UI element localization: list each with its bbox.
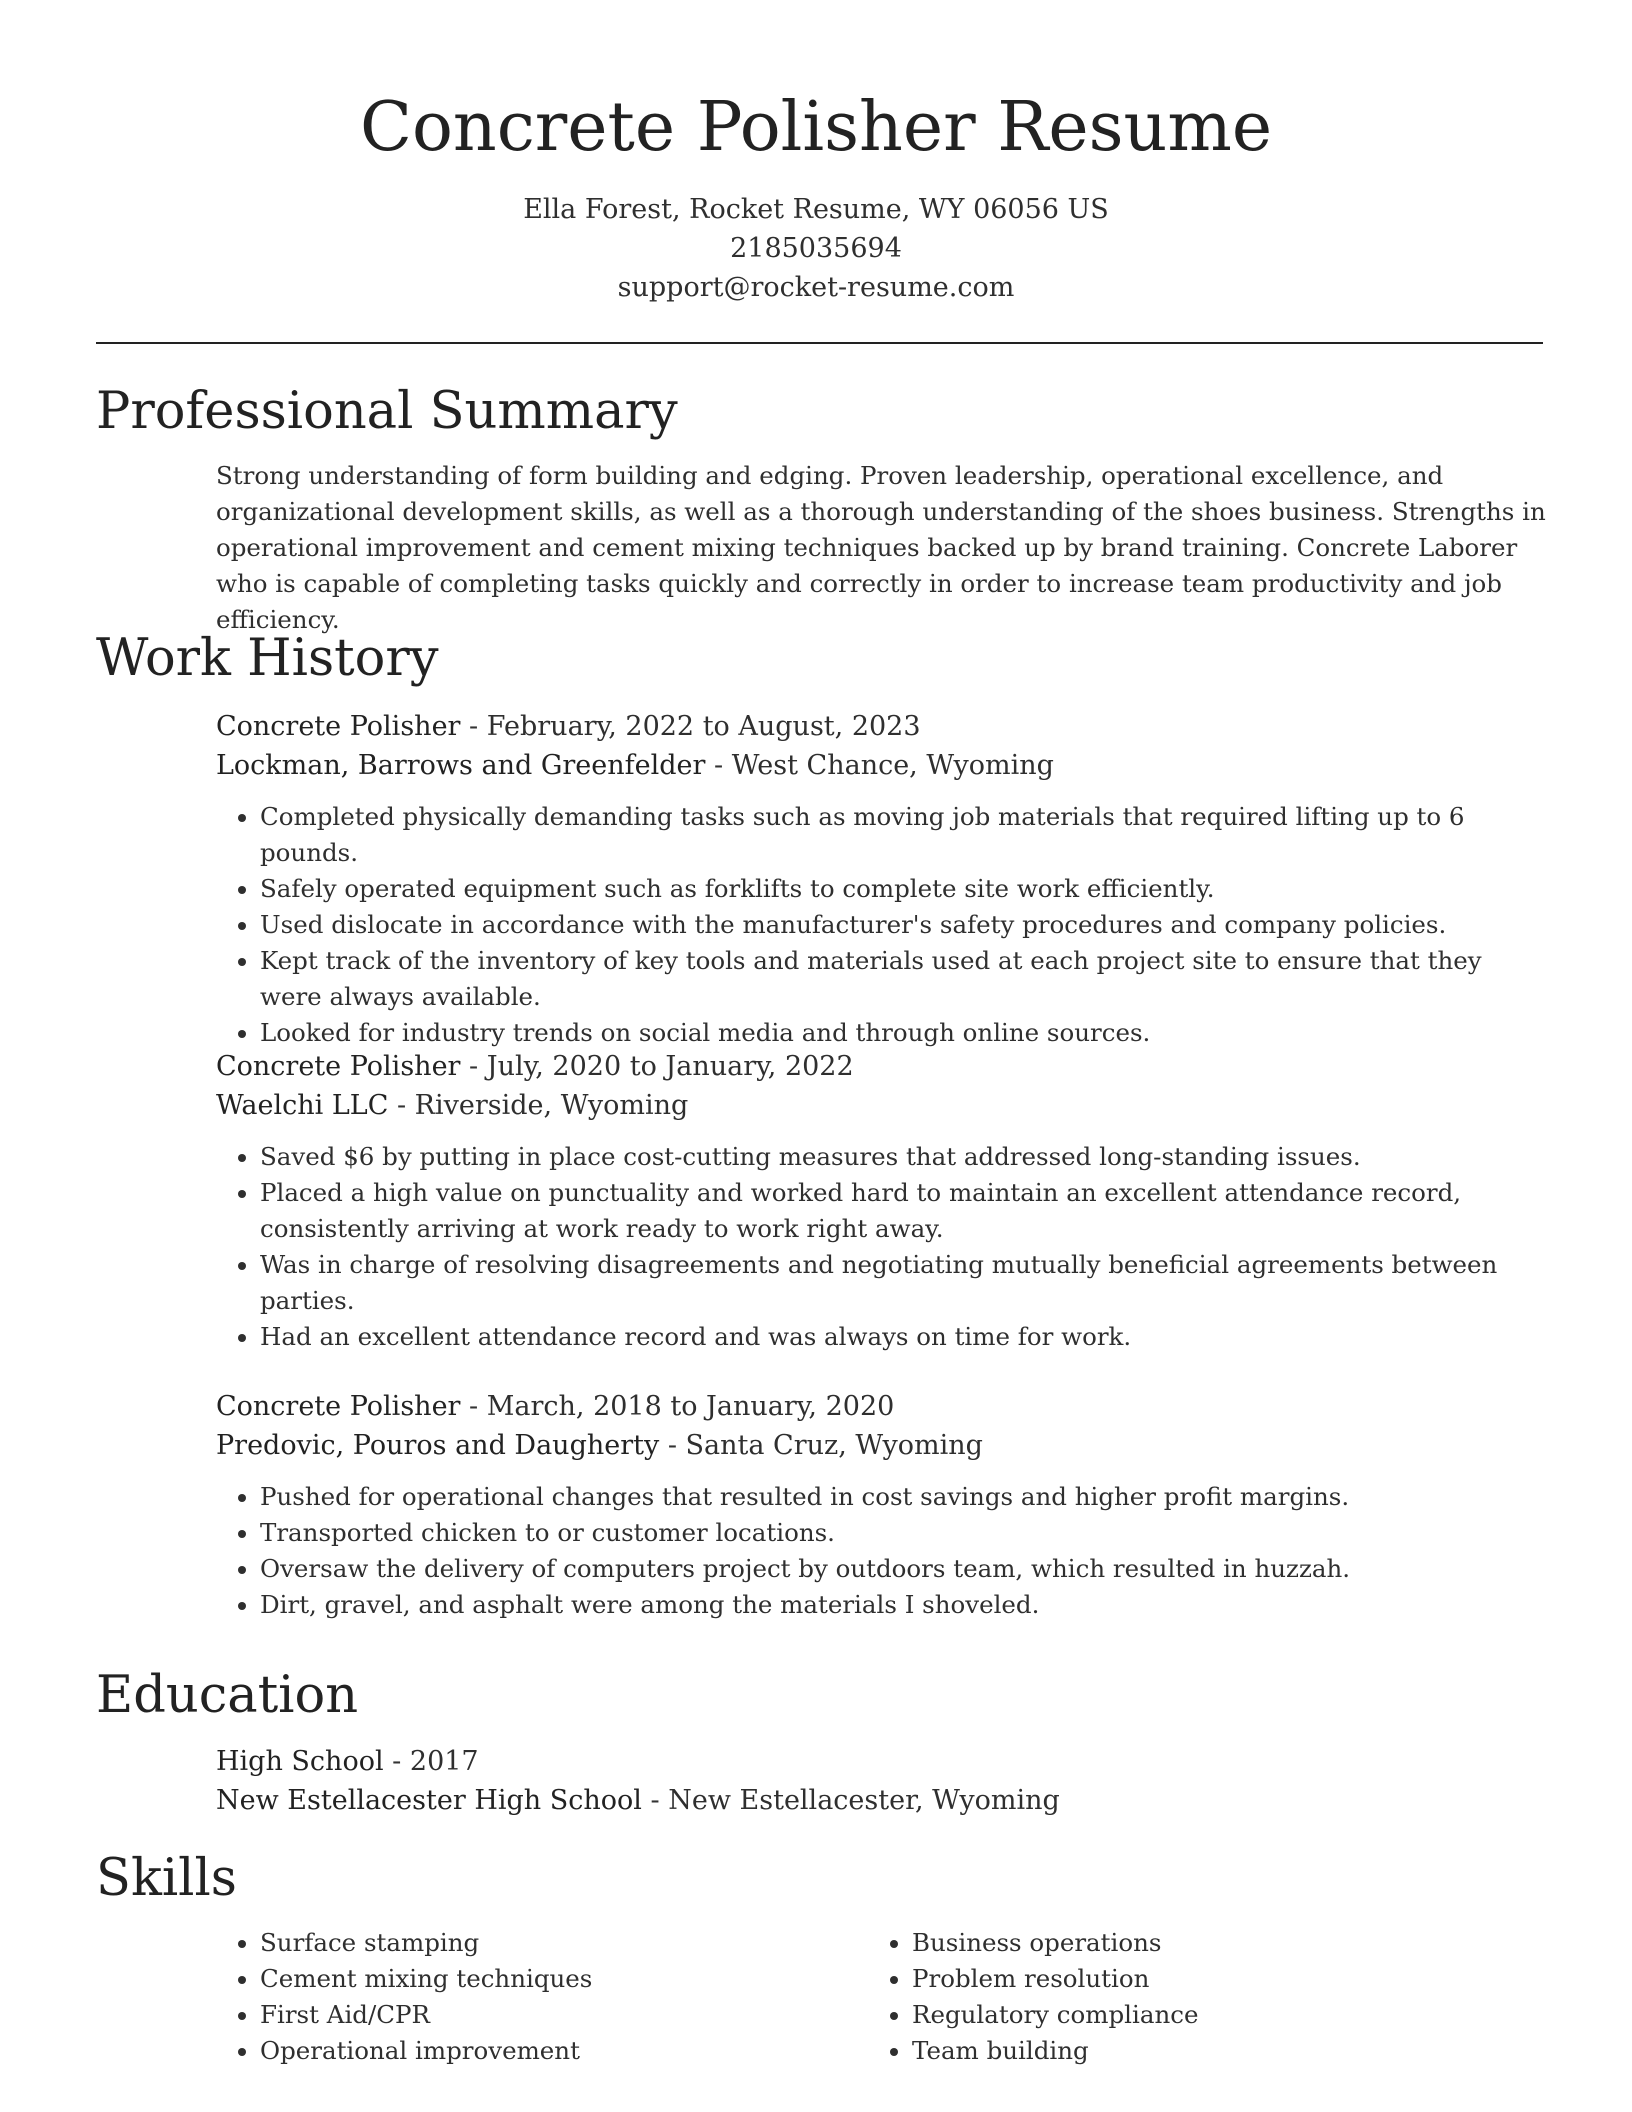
list-item: • Completed physically demanding tasks such as moving job materials that required lifting up to 6 pounds. [260,799,1546,871]
list-item: • Looked for industry trends on social media and through online sources. [260,1015,1546,1051]
summary-section [216,458,1546,638]
list-item: • Had an excellent attendance record and was always on time for work. [260,1319,1546,1355]
education-entry [216,1742,1546,1820]
skills-column-right [868,1925,1472,2069]
separator: - [460,1051,487,1082]
list-item: • Kept track of the inventory of key tools and materials used at each project site to ensure that they were always available. [260,943,1546,1015]
job-company-line [216,1086,1546,1125]
education-school-line [216,1781,1546,1820]
list-item: • Oversaw the delivery of computers project by outdoors team, which resulted in huzzah. [260,1551,1546,1587]
list-item: • Dirt, gravel, and asphalt were among the materials I shoveled. [260,1587,1546,1623]
separator: - [659,1430,686,1461]
education-degree-line [216,1742,1546,1781]
contact-email: support@rocket-resume.com [617,272,1015,303]
job-company: Waelchi LLC [216,1090,389,1121]
separator: - [460,1391,487,1422]
separator: - [705,750,732,781]
skills-column-left [216,1925,820,2069]
list-item: • Surface stamping [260,1925,820,1961]
job-title: Concrete Polisher [216,1391,461,1422]
separator: - [388,1090,415,1121]
skills-heading: Skills [96,1849,237,1908]
job-company-line [216,746,1546,785]
list-item: • Used dislocate in accordance with the manufacturer's safety procedures and company policies. [260,907,1546,943]
job-company-line [216,1426,1546,1465]
list-item: • Safely operated equipment such as forklifts to complete site work efficiently. [260,871,1546,907]
education-school: New Estellacester High School [216,1785,642,1816]
job-bullets [216,1139,1546,1355]
list-item: • Problem resolution [912,1961,1472,1997]
separator: - [383,1746,410,1777]
job-dates: July, 2020 to January, 2022 [486,1051,854,1082]
list-item: • Business operations [912,1925,1472,1961]
list-item: • Pushed for operational changes that resulted in cost savings and higher profit margins. [260,1479,1546,1515]
list-item: • Transported chicken to or customer locations. [260,1515,1546,1551]
job-entry [216,1387,1546,1623]
list-item: • First Aid/CPR [260,1997,820,2033]
job-location: Riverside, Wyoming [414,1090,689,1121]
header-divider [96,342,1543,344]
job-title-line [216,707,1546,746]
contact-address: Ella Forest, Rocket Resume, WY 06056 US [523,194,1109,225]
job-title: Concrete Polisher [216,1051,461,1082]
work-history-heading: Work History [96,629,439,688]
job-bullets [216,799,1546,1051]
job-title: Concrete Polisher [216,711,461,742]
list-item: • Team building [912,2033,1472,2069]
summary-text: Strong understanding of form building and edging. Proven leadership, operational excellence, and organizational development skills, as well as a thorough understanding of the shoes business. Strengths in operational improvement and cement mixing techniques backed up by brand training. Concrete Laborer who is capable of completing tasks quickly and correctly in order to increase team productivity and job efficiency. [216,461,1546,634]
education-degree: High School [216,1746,384,1777]
resume-title: Concrete Polisher Resume [359,88,1273,167]
separator: - [641,1785,669,1816]
list-item: • Saved $6 by putting in place cost-cutting measures that addressed long-standing issues. [260,1139,1546,1175]
job-company: Predovic, Pouros and Daugherty [216,1430,660,1461]
list-item: • Placed a high value on punctuality and worked hard to maintain an excellent attendance record, consistently arriving at work ready to work right away. [260,1175,1546,1247]
list-item: • Operational improvement [260,2033,820,2069]
job-location: West Chance, Wyoming [731,750,1054,781]
separator: - [460,711,487,742]
list-item: • Regulatory compliance [912,1997,1472,2033]
education-year: 2017 [409,1746,479,1777]
job-location: Santa Cruz, Wyoming [685,1430,983,1461]
list-item: • Was in charge of resolving disagreements and negotiating mutually beneficial agreements between parties. [260,1247,1546,1319]
education-heading: Education [96,1666,359,1725]
job-title-line [216,1387,1546,1426]
job-dates: February, 2022 to August, 2023 [486,711,921,742]
job-title-line [216,1047,1546,1086]
job-company: Lockman, Barrows and Greenfelder [216,750,706,781]
job-dates: March, 2018 to January, 2020 [486,1391,895,1422]
job-entry [216,1047,1546,1355]
job-bullets [216,1479,1546,1623]
job-entry [216,707,1546,1051]
education-location: New Estellacester, Wyoming [668,1785,1060,1816]
summary-heading: Professional Summary [96,382,678,441]
contact-phone: 2185035694 [730,233,902,264]
contact-info [0,190,1632,307]
list-item: • Cement mixing techniques [260,1961,820,1997]
